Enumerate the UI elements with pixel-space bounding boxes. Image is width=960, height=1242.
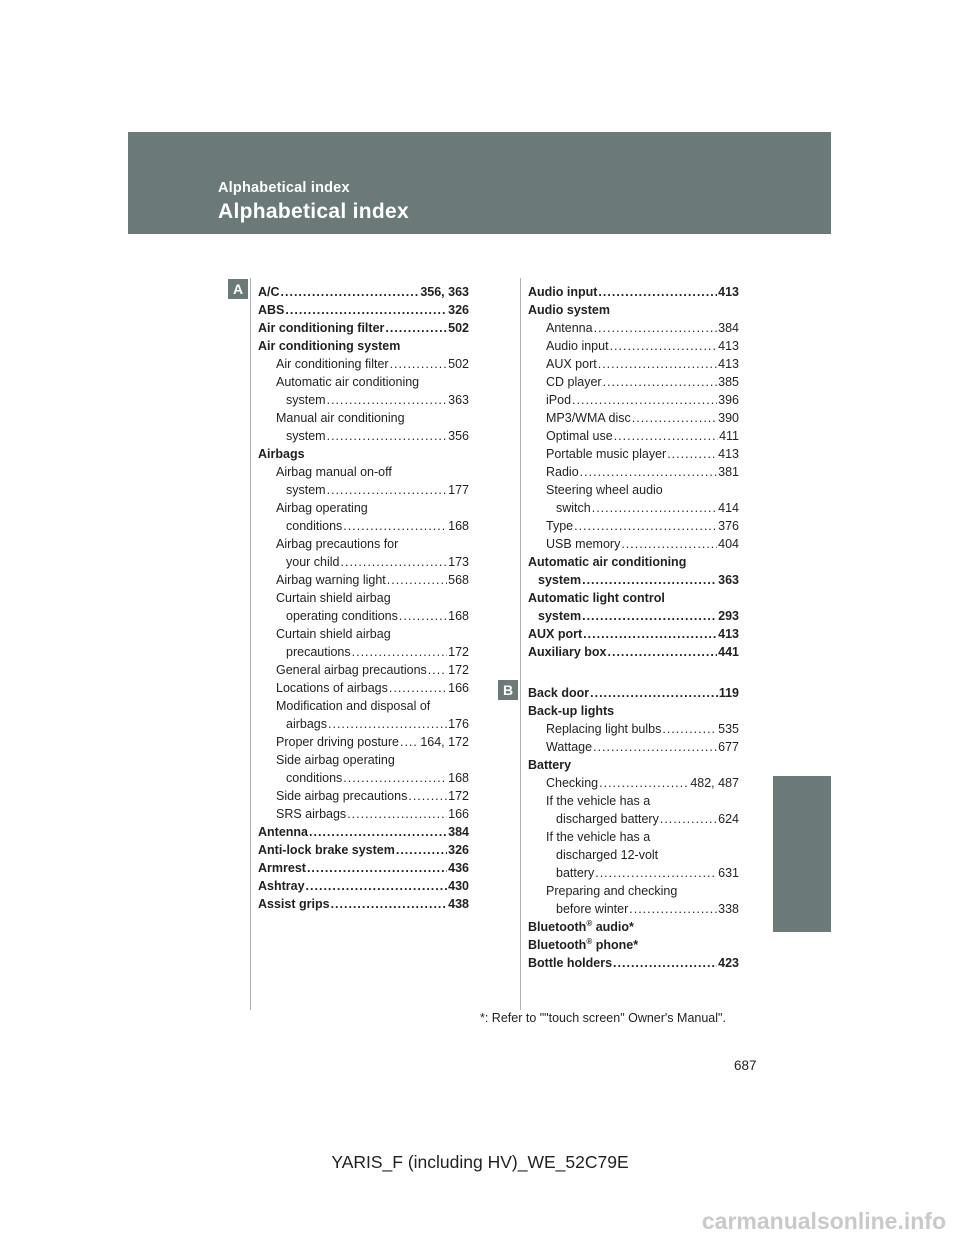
index-entry-label: Auxiliary box <box>528 645 607 659</box>
index-entry-label: conditions <box>286 771 343 785</box>
index-entry-label: Portable music player <box>546 447 667 461</box>
index-entry <box>258 697 469 715</box>
index-entry-label: Side airbag precautions <box>276 789 408 803</box>
index-entry-label: Audio system <box>528 303 610 317</box>
dot-leader <box>343 769 447 787</box>
index-entry-label: iPod <box>546 393 572 407</box>
index-entry <box>528 774 739 792</box>
index-entry-page: 338 <box>718 902 739 916</box>
dot-leader <box>667 445 717 463</box>
dot-leader <box>610 337 718 355</box>
index-entry <box>528 936 739 954</box>
index-entry <box>258 409 469 427</box>
dot-leader <box>582 571 717 589</box>
index-entry <box>528 846 739 864</box>
index-entry <box>258 283 469 301</box>
index-entry-page: 390 <box>718 411 739 425</box>
index-entry-page: 172 <box>448 789 469 803</box>
index-entry <box>528 720 739 738</box>
index-entry-page: 293 <box>718 609 739 623</box>
index-entry-label: system <box>286 483 326 497</box>
index-column-1 <box>258 283 469 913</box>
dot-leader <box>583 625 717 643</box>
index-entry-label: conditions <box>286 519 343 533</box>
index-entry-label: discharged battery <box>556 812 659 826</box>
registered-mark: ® <box>586 919 593 928</box>
index-entry <box>528 481 739 499</box>
index-column-2-c <box>528 918 739 972</box>
dot-leader <box>343 517 447 535</box>
dot-leader <box>603 373 718 391</box>
index-entry <box>528 355 739 373</box>
index-entry-label: Replacing light bulbs <box>546 722 662 736</box>
index-entry-page: 326 <box>448 843 469 857</box>
index-entry-label: Curtain shield airbag <box>276 627 391 641</box>
index-entry <box>528 463 739 481</box>
index-entry <box>258 571 469 589</box>
index-entry <box>258 463 469 481</box>
index-entry-label: AUX port <box>528 627 583 641</box>
dot-leader <box>387 571 447 589</box>
index-entry-page: 631 <box>718 866 739 880</box>
dot-leader <box>306 877 448 895</box>
dot-leader <box>408 787 447 805</box>
index-entry-label: system <box>286 429 326 443</box>
index-entry-page: 166 <box>448 807 469 821</box>
index-entry-label: Optimal use <box>546 429 613 443</box>
index-entry-label: Airbag manual on-off <box>276 465 392 479</box>
index-entry-label: Airbag operating <box>276 501 368 515</box>
index-entry-label: MP3/WMA disc <box>546 411 631 425</box>
dot-leader <box>613 954 717 972</box>
index-entry-page: 166 <box>448 681 469 695</box>
index-entry <box>528 553 739 571</box>
index-entry-page: 502 <box>448 321 469 335</box>
index-entry <box>528 607 739 625</box>
index-entry-page: 568 <box>448 573 469 587</box>
index-entry <box>528 319 739 337</box>
section-letter-b: B <box>498 680 518 700</box>
index-entry-page: 363 <box>718 573 739 587</box>
index-entry-label: If the vehicle has a <box>546 830 651 844</box>
index-entry <box>258 805 469 823</box>
dot-leader <box>599 774 689 792</box>
dot-leader <box>582 607 717 625</box>
index-entry-label: USB memory <box>546 537 621 551</box>
index-entry-label: Airbag warning light <box>276 573 386 587</box>
index-entry-label: Anti-lock brake system <box>258 843 395 857</box>
index-entry-label: precautions <box>286 645 351 659</box>
index-entry <box>258 751 469 769</box>
index-entry <box>258 715 469 733</box>
index-entry-label: system <box>286 393 326 407</box>
index-entry <box>528 643 739 661</box>
index-column-2-a <box>528 283 739 661</box>
index-entry-label: switch <box>556 501 591 515</box>
document-id: YARIS_F (including HV)_WE_52C79E <box>331 1152 629 1172</box>
index-entry <box>528 391 739 409</box>
index-entry-page: 376 <box>718 519 739 533</box>
index-entry-page: 535 <box>718 722 739 736</box>
dot-leader <box>327 481 448 499</box>
index-entry-page: 173 <box>448 555 469 569</box>
index-entry-page: 168 <box>448 519 469 533</box>
index-entry-page: 164, 172 <box>420 735 469 749</box>
index-entry-page: 396 <box>718 393 739 407</box>
registered-mark: ® <box>586 937 593 946</box>
dot-leader <box>352 643 448 661</box>
index-entry-label: discharged 12-volt <box>556 848 659 862</box>
index-entry <box>258 769 469 787</box>
index-entry-page: 413 <box>718 357 739 371</box>
index-entry <box>258 373 469 391</box>
page-number: 687 <box>734 1058 757 1073</box>
index-entry-label: A/C <box>258 285 280 299</box>
index-entry-label: Automatic air conditioning <box>276 375 420 389</box>
index-entry-label: Air conditioning filter <box>258 321 385 335</box>
index-entry-label: airbags <box>286 717 327 731</box>
index-entry-label: Checking <box>546 776 599 790</box>
column-divider-left <box>250 278 251 1010</box>
index-entry-label: Audio input <box>546 339 609 353</box>
index-entry-page: 413 <box>718 339 739 353</box>
index-entry-label: Assist grips <box>258 897 330 911</box>
index-entry-page: 404 <box>718 537 739 551</box>
index-entry <box>528 882 739 900</box>
dot-leader <box>328 715 447 733</box>
dot-leader <box>594 319 718 337</box>
index-entry-label: your child <box>286 555 340 569</box>
index-entry <box>528 756 739 774</box>
index-entry-label: Antenna <box>546 321 593 335</box>
index-entry <box>258 301 469 319</box>
index-entry-page: 430 <box>448 879 469 893</box>
index-entry <box>528 571 739 589</box>
section-letter-a: A <box>228 279 248 299</box>
dot-leader <box>428 661 447 679</box>
index-entry-page: 677 <box>718 740 739 754</box>
dot-leader <box>662 720 717 738</box>
index-entry <box>258 589 469 607</box>
index-entry-label: AUX port <box>546 357 597 371</box>
index-entry <box>258 499 469 517</box>
index-entry <box>258 517 469 535</box>
dot-leader <box>593 738 717 756</box>
dot-leader <box>327 391 448 409</box>
side-thumb-tab <box>773 776 831 932</box>
index-entry-label: Preparing and checking <box>546 884 678 898</box>
index-entry-page: 413 <box>718 447 739 461</box>
index-entry <box>258 625 469 643</box>
index-entry <box>528 900 739 918</box>
index-entry-label: Wattage <box>546 740 593 754</box>
index-entry-page: 172 <box>448 645 469 659</box>
index-entry <box>258 319 469 337</box>
index-entry-page: 414 <box>718 501 739 515</box>
index-entry <box>528 409 739 427</box>
index-entry-label: Curtain shield airbag <box>276 591 391 605</box>
index-entry <box>528 684 739 702</box>
index-entry-page: 384 <box>718 321 739 335</box>
index-entry-label: Bluetooth <box>528 920 587 934</box>
index-entry-label: Antenna <box>258 825 308 839</box>
index-entry-page: 172 <box>448 663 469 677</box>
index-entry <box>258 481 469 499</box>
index-entry <box>258 535 469 553</box>
index-entry-label: Back-up lights <box>528 704 615 718</box>
dot-leader <box>285 301 447 319</box>
index-entry-label: Armrest <box>258 861 306 875</box>
index-entry-page: 423 <box>718 956 739 970</box>
dot-leader <box>307 859 447 877</box>
index-entry-label: operating conditions <box>286 609 398 623</box>
index-entry-page: 482, 487 <box>690 776 739 790</box>
index-entry-label: Bottle holders <box>528 956 613 970</box>
index-entry <box>528 954 739 972</box>
index-entry <box>258 391 469 409</box>
dot-leader <box>396 841 447 859</box>
index-entry-page: 413 <box>718 285 739 299</box>
index-entry <box>258 607 469 625</box>
dot-leader <box>598 355 717 373</box>
index-entry-page: 168 <box>448 609 469 623</box>
dot-leader <box>621 535 717 553</box>
index-entry <box>528 738 739 756</box>
dot-leader <box>592 499 717 517</box>
index-entry <box>258 661 469 679</box>
index-entry-page: 385 <box>718 375 739 389</box>
index-entry <box>258 787 469 805</box>
index-entry-label: Manual air conditioning <box>276 411 405 425</box>
index-column-2-b <box>528 684 739 918</box>
index-entry-label: phone* <box>592 938 639 952</box>
dot-leader <box>598 283 717 301</box>
watermark: carmanualsonline.info <box>701 1208 946 1234</box>
index-entry <box>258 427 469 445</box>
index-entry-page: 381 <box>718 465 739 479</box>
index-entry <box>528 918 739 936</box>
index-entry-label: Automatic air conditioning <box>528 555 687 569</box>
index-entry-label: If the vehicle has a <box>546 794 651 808</box>
dot-leader <box>632 409 717 427</box>
index-entry <box>528 445 739 463</box>
index-entry <box>258 445 469 463</box>
index-entry <box>528 828 739 846</box>
index-entry-page: 177 <box>448 483 469 497</box>
index-entry <box>528 625 739 643</box>
index-entry-page: 176 <box>448 717 469 731</box>
index-entry <box>258 355 469 373</box>
dot-leader <box>309 823 447 841</box>
index-entry-label: Battery <box>528 758 572 772</box>
index-entry-label: ABS <box>258 303 285 317</box>
index-entry-label: before winter <box>556 902 629 916</box>
index-entry <box>528 301 739 319</box>
dot-leader <box>574 517 717 535</box>
dot-leader <box>608 643 718 661</box>
index-entry <box>258 877 469 895</box>
index-entry <box>258 841 469 859</box>
index-entry <box>528 792 739 810</box>
index-entry <box>528 283 739 301</box>
dot-leader <box>629 900 717 918</box>
dot-leader <box>614 427 718 445</box>
index-entry <box>528 373 739 391</box>
index-entry <box>528 337 739 355</box>
index-entry-label: General airbag precautions <box>276 663 427 677</box>
index-entry-label: Modification and disposal of <box>276 699 431 713</box>
index-entry <box>258 823 469 841</box>
dot-leader <box>580 463 717 481</box>
index-entry <box>258 895 469 913</box>
index-entry-label: Back door <box>528 686 590 700</box>
page-title: Alphabetical index <box>218 200 409 223</box>
index-entry-page: 624 <box>718 812 739 826</box>
dot-leader <box>347 805 447 823</box>
dot-leader <box>390 355 448 373</box>
index-entry <box>528 517 739 535</box>
index-entry-page: 502 <box>448 357 469 371</box>
index-entry-page: 356 <box>448 429 469 443</box>
index-entry-page: 384 <box>448 825 469 839</box>
index-entry-page: 436 <box>448 861 469 875</box>
index-entry-page: 356, 363 <box>420 285 469 299</box>
index-entry-label: Radio <box>546 465 579 479</box>
dot-leader <box>660 810 717 828</box>
index-entry <box>528 589 739 607</box>
index-entry <box>258 643 469 661</box>
index-entry-label: Side airbag operating <box>276 753 395 767</box>
index-entry-label: Audio input <box>528 285 598 299</box>
index-entry <box>528 810 739 828</box>
index-entry-label: Automatic light control <box>528 591 665 605</box>
index-entry <box>258 733 469 751</box>
index-entry-label: Type <box>546 519 574 533</box>
index-entry-label: system <box>538 609 582 623</box>
index-entry-page: 438 <box>448 897 469 911</box>
index-entry-label: Bluetooth <box>528 938 587 952</box>
index-entry <box>258 679 469 697</box>
dot-leader <box>572 391 717 409</box>
index-entry-label: Ashtray <box>258 879 305 893</box>
index-entry-page: 411 <box>719 429 739 443</box>
dot-leader <box>281 283 420 301</box>
dot-leader <box>400 733 419 751</box>
index-entry-label: Airbag precautions for <box>276 537 399 551</box>
column-divider-middle <box>520 278 521 1010</box>
dot-leader <box>590 684 718 702</box>
index-entry-page: 168 <box>448 771 469 785</box>
index-entry <box>528 702 739 720</box>
dot-leader <box>341 553 448 571</box>
index-entry-label: SRS airbags <box>276 807 347 821</box>
index-entry <box>258 859 469 877</box>
dot-leader <box>389 679 447 697</box>
index-entry-label: Air conditioning filter <box>276 357 389 371</box>
index-entry-label: system <box>538 573 582 587</box>
index-entry-page: 413 <box>718 627 739 641</box>
dot-leader <box>385 319 447 337</box>
footnote: *: Refer to ""touch screen" Owner's Manual". <box>480 1011 726 1025</box>
index-entry-label: audio* <box>592 920 634 934</box>
index-entry-label: Steering wheel audio <box>546 483 663 497</box>
index-entry <box>258 337 469 355</box>
index-entry-label: Air conditioning system <box>258 339 401 353</box>
index-entry <box>258 553 469 571</box>
index-entry <box>528 499 739 517</box>
dot-leader <box>399 607 447 625</box>
index-entry-label: battery <box>556 866 595 880</box>
index-entry <box>528 535 739 553</box>
index-entry <box>528 864 739 882</box>
dot-leader <box>327 427 448 445</box>
index-entry-page: 363 <box>448 393 469 407</box>
header-subtitle: Alphabetical index <box>218 180 350 196</box>
dot-leader <box>331 895 448 913</box>
index-entry-label: Airbags <box>258 447 305 461</box>
index-entry-label: Proper driving posture <box>276 735 399 749</box>
index-entry <box>528 427 739 445</box>
index-entry-page: 326 <box>448 303 469 317</box>
index-entry-label: Locations of airbags <box>276 681 388 695</box>
dot-leader <box>595 864 717 882</box>
index-entry-page: 441 <box>718 645 739 659</box>
index-entry-label: CD player <box>546 375 602 389</box>
index-entry-page: 119 <box>718 686 739 700</box>
